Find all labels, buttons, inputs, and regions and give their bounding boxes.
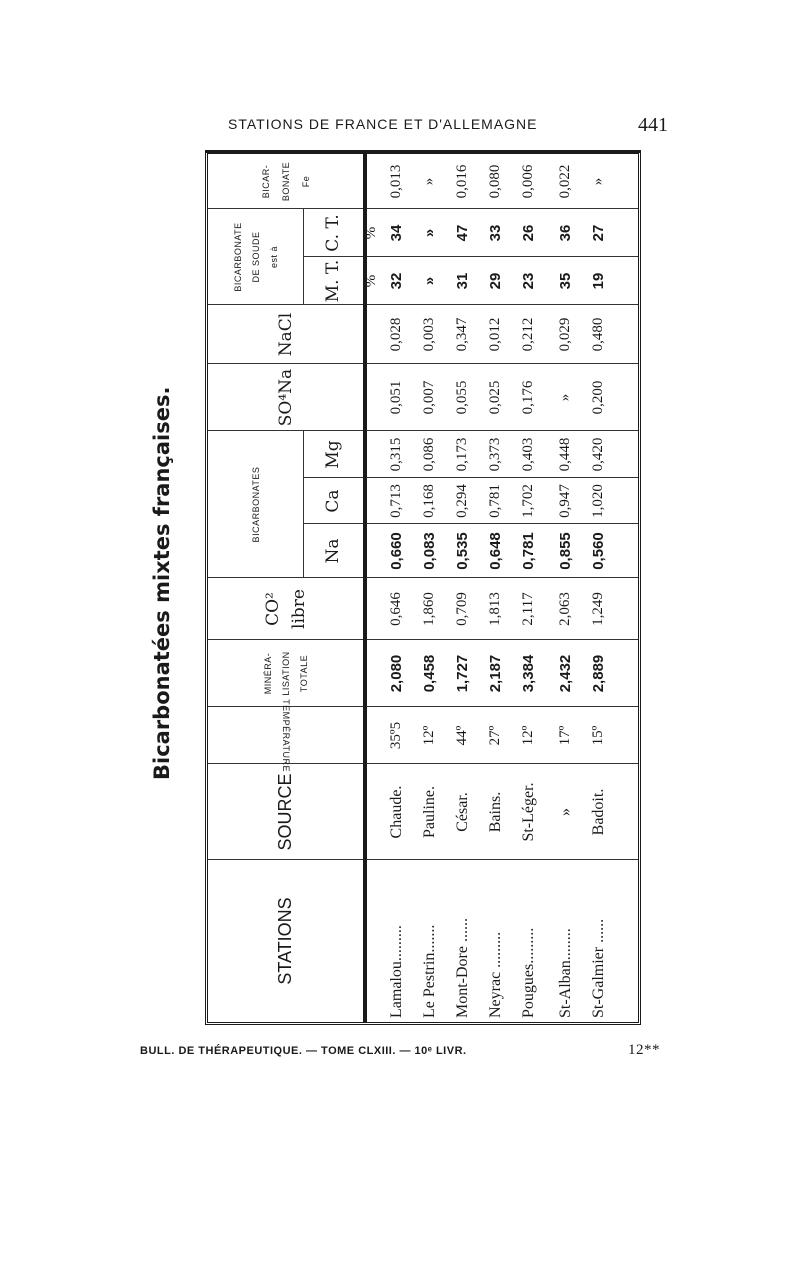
ct-header: C. T. xyxy=(323,214,343,252)
table-cell-nacl: 0,003 xyxy=(421,317,437,352)
table-cell-fe: 0,013 xyxy=(388,164,404,199)
table-cell-source: Badoit. xyxy=(589,788,607,836)
table-cell-miner: 3,384 xyxy=(520,654,537,693)
table-cell-ca: 0,947 xyxy=(557,484,573,518)
table-cell-ca: 0,168 xyxy=(421,484,437,518)
ca-header: Ca xyxy=(323,489,343,513)
table-cell-co2: 1,813 xyxy=(487,592,503,626)
table-cell-fe: » xyxy=(421,177,437,186)
table-cell-ct: 36 xyxy=(557,224,574,242)
table-cell-so4na: 0,051 xyxy=(388,380,404,415)
table-cell-mg: 0,086 xyxy=(421,437,437,472)
table-cell-mt: 32 xyxy=(388,272,405,290)
table-title xyxy=(150,386,180,780)
bicarb-soude-header-line: BICARBONATE xyxy=(232,222,243,292)
source-header: SOURCE xyxy=(275,773,295,851)
table-cell-ca: 1,020 xyxy=(590,484,606,518)
table-cell-na: 0,083 xyxy=(421,532,438,570)
table-cell-temp: 44º xyxy=(454,725,470,746)
bicarb-fe-header xyxy=(208,154,363,209)
table-cell-na: 0,855 xyxy=(557,532,574,570)
table-cell-fe: 0,022 xyxy=(557,164,573,199)
table-cell-ct: 26 xyxy=(520,224,537,242)
mineralisation-header xyxy=(208,640,363,707)
page-number: 441 xyxy=(638,114,668,136)
table-cell-na: 0,648 xyxy=(487,532,504,570)
table-cell-miner: 0,458 xyxy=(421,654,438,693)
table-cell-temp: 35º5 xyxy=(388,721,404,750)
co2-header-line: libre xyxy=(288,589,309,629)
table-cell-ct: 47 xyxy=(454,224,471,242)
table-cell-nacl: 0,029 xyxy=(557,317,573,352)
table-cell-source: » xyxy=(556,808,574,816)
table-cell-temp: 17º xyxy=(557,725,573,746)
table-cell-mg: 0,448 xyxy=(557,437,573,472)
table-cell-source: Chaude. xyxy=(387,785,405,839)
co2-header xyxy=(208,578,363,640)
mineralisation-header-line: TOTALE xyxy=(298,654,309,693)
mineralisation-header-line: LISATION xyxy=(280,651,291,696)
bicarb-soude-header xyxy=(208,209,303,305)
table-cell-mt: 31 xyxy=(454,272,471,290)
table-cell-ca: 0,713 xyxy=(388,484,404,518)
table-cell-temp: 12º xyxy=(421,725,437,746)
table-cell-na: 0,660 xyxy=(388,532,405,570)
table-cell-na: 0,535 xyxy=(454,532,471,570)
table-cell-ct: 27 xyxy=(590,224,607,242)
table-cell-fe: » xyxy=(590,177,606,186)
table-cell-station: Lamalou......... xyxy=(387,925,405,1018)
table-cell-mg: 0,315 xyxy=(388,437,404,472)
table-cell-na: 0,781 xyxy=(520,532,537,570)
table-cell-mg: 0,403 xyxy=(520,437,536,472)
table-cell-source: Pauline. xyxy=(420,786,438,838)
table-cell-nacl: 0,480 xyxy=(590,317,606,352)
table-cell-mg: 0,173 xyxy=(454,437,470,472)
table-cell-ct: 34 xyxy=(388,224,405,242)
table-cell-fe: 0,080 xyxy=(487,164,503,199)
table-cell-miner: 2,889 xyxy=(590,654,607,693)
table-cell-ca: 0,294 xyxy=(454,484,470,518)
mineralisation-header-line: MINÉRA- xyxy=(262,652,273,695)
nacl-header: NaCl xyxy=(275,312,296,357)
table-cell-station: Neyrac ......... xyxy=(486,931,504,1018)
table-cell-source: César. xyxy=(453,792,471,832)
bicarb-soude-header-line: est à xyxy=(268,246,279,269)
table-cell-source: St-Léger. xyxy=(519,782,537,842)
table-cell-co2: 2,117 xyxy=(520,592,536,626)
table-cell-ca: 1,702 xyxy=(520,484,536,518)
table-cell-mg: 0,373 xyxy=(487,437,503,472)
table-cell-co2: 1,860 xyxy=(421,592,437,626)
mt-header: M. T. xyxy=(323,259,343,303)
table-cell-ca: 0,781 xyxy=(487,484,503,518)
running-title: STATIONS DE FRANCE ET D'ALLEMAGNE xyxy=(228,116,538,132)
table-cell-temp: 27º xyxy=(487,725,503,746)
bicarb-fe-header-line: BONATE xyxy=(280,161,291,202)
table-cell-station: Pougues......... xyxy=(519,927,537,1018)
percent-mark: % xyxy=(362,274,379,288)
table-cell-miner: 2,187 xyxy=(487,654,504,693)
table-cell-co2: 2,063 xyxy=(557,592,573,626)
table-cell-station: St-Galmier ...... xyxy=(589,918,607,1018)
table-cell-station: Le Pestrin....... xyxy=(420,924,438,1018)
table-cell-so4na: 0,025 xyxy=(487,380,503,415)
table-cell-miner: 1,727 xyxy=(454,654,471,693)
footer-text: BULL. DE THÉRAPEUTIQUE. — TOME CLXIII. — 10ᵉ LIVR. xyxy=(140,1045,467,1057)
table-cell-nacl: 0,028 xyxy=(388,317,404,352)
table-cell-miner: 2,080 xyxy=(388,654,405,693)
table-cell-station: St-Alban........ xyxy=(556,928,574,1018)
bicarbonates-header: BICARBONATES xyxy=(250,466,261,543)
table-cell-station: Mont-Dore ...... xyxy=(453,918,471,1018)
sub-header-rule xyxy=(303,431,304,578)
table-cell-mt: 35 xyxy=(557,272,574,290)
table-title-text: Bicarbonatées mixtes françaises. xyxy=(150,386,174,780)
bicarb-soude-header-line: DE SOUDE xyxy=(250,231,261,283)
stations-header: STATIONS xyxy=(275,897,295,985)
mg-header: Mg xyxy=(323,440,343,469)
temperature-header xyxy=(208,699,363,772)
table-cell-so4na: » xyxy=(557,393,573,402)
table-stage xyxy=(205,151,641,1025)
signature-mark: 12** xyxy=(628,1042,660,1058)
bicarb-fe-header-line: Fe xyxy=(300,175,311,188)
table-cell-mt: 19 xyxy=(590,272,607,290)
table-cell-na: 0,560 xyxy=(590,532,607,570)
table-cell-source: Bains. xyxy=(486,791,504,833)
table-cell-ct: » xyxy=(421,228,438,238)
co2-header-line: CO² xyxy=(262,592,283,626)
table-cell-fe: 0,006 xyxy=(520,164,536,199)
na-header: Na xyxy=(323,538,343,564)
table-cell-so4na: 0,200 xyxy=(590,380,606,415)
bicarb-fe-header-line: BICAR- xyxy=(260,164,271,199)
table-cell-co2: 0,646 xyxy=(388,592,404,626)
table-cell-fe: 0,016 xyxy=(454,164,470,199)
temperature-header-label: TEMPÉRATURE xyxy=(280,699,291,772)
table-cell-temp: 15º xyxy=(590,725,606,746)
table-cell-nacl: 0,347 xyxy=(454,317,470,352)
table-cell-so4na: 0,055 xyxy=(454,380,470,415)
page-footer xyxy=(140,1042,660,1058)
table-cell-co2: 0,709 xyxy=(454,592,470,626)
mineral-water-table xyxy=(205,151,641,1025)
rotated-table xyxy=(205,151,641,1025)
table-cell-miner: 2,432 xyxy=(557,654,574,693)
table-cell-nacl: 0,012 xyxy=(487,317,503,352)
table-cell-so4na: 0,176 xyxy=(520,380,536,415)
running-header xyxy=(228,116,668,138)
table-cell-nacl: 0,212 xyxy=(520,317,536,352)
table-cell-ct: 33 xyxy=(487,224,504,242)
so4na-header: SO⁴Na xyxy=(275,368,296,427)
table-cell-temp: 12º xyxy=(520,725,536,746)
table-cell-mt: 23 xyxy=(520,272,537,290)
table-cell-mt: 29 xyxy=(487,272,504,290)
table-cell-co2: 1,249 xyxy=(590,592,606,626)
table-cell-so4na: 0,007 xyxy=(421,380,437,415)
table-cell-mt: » xyxy=(421,276,438,286)
percent-mark: % xyxy=(362,226,379,240)
table-cell-mg: 0,420 xyxy=(590,437,606,472)
